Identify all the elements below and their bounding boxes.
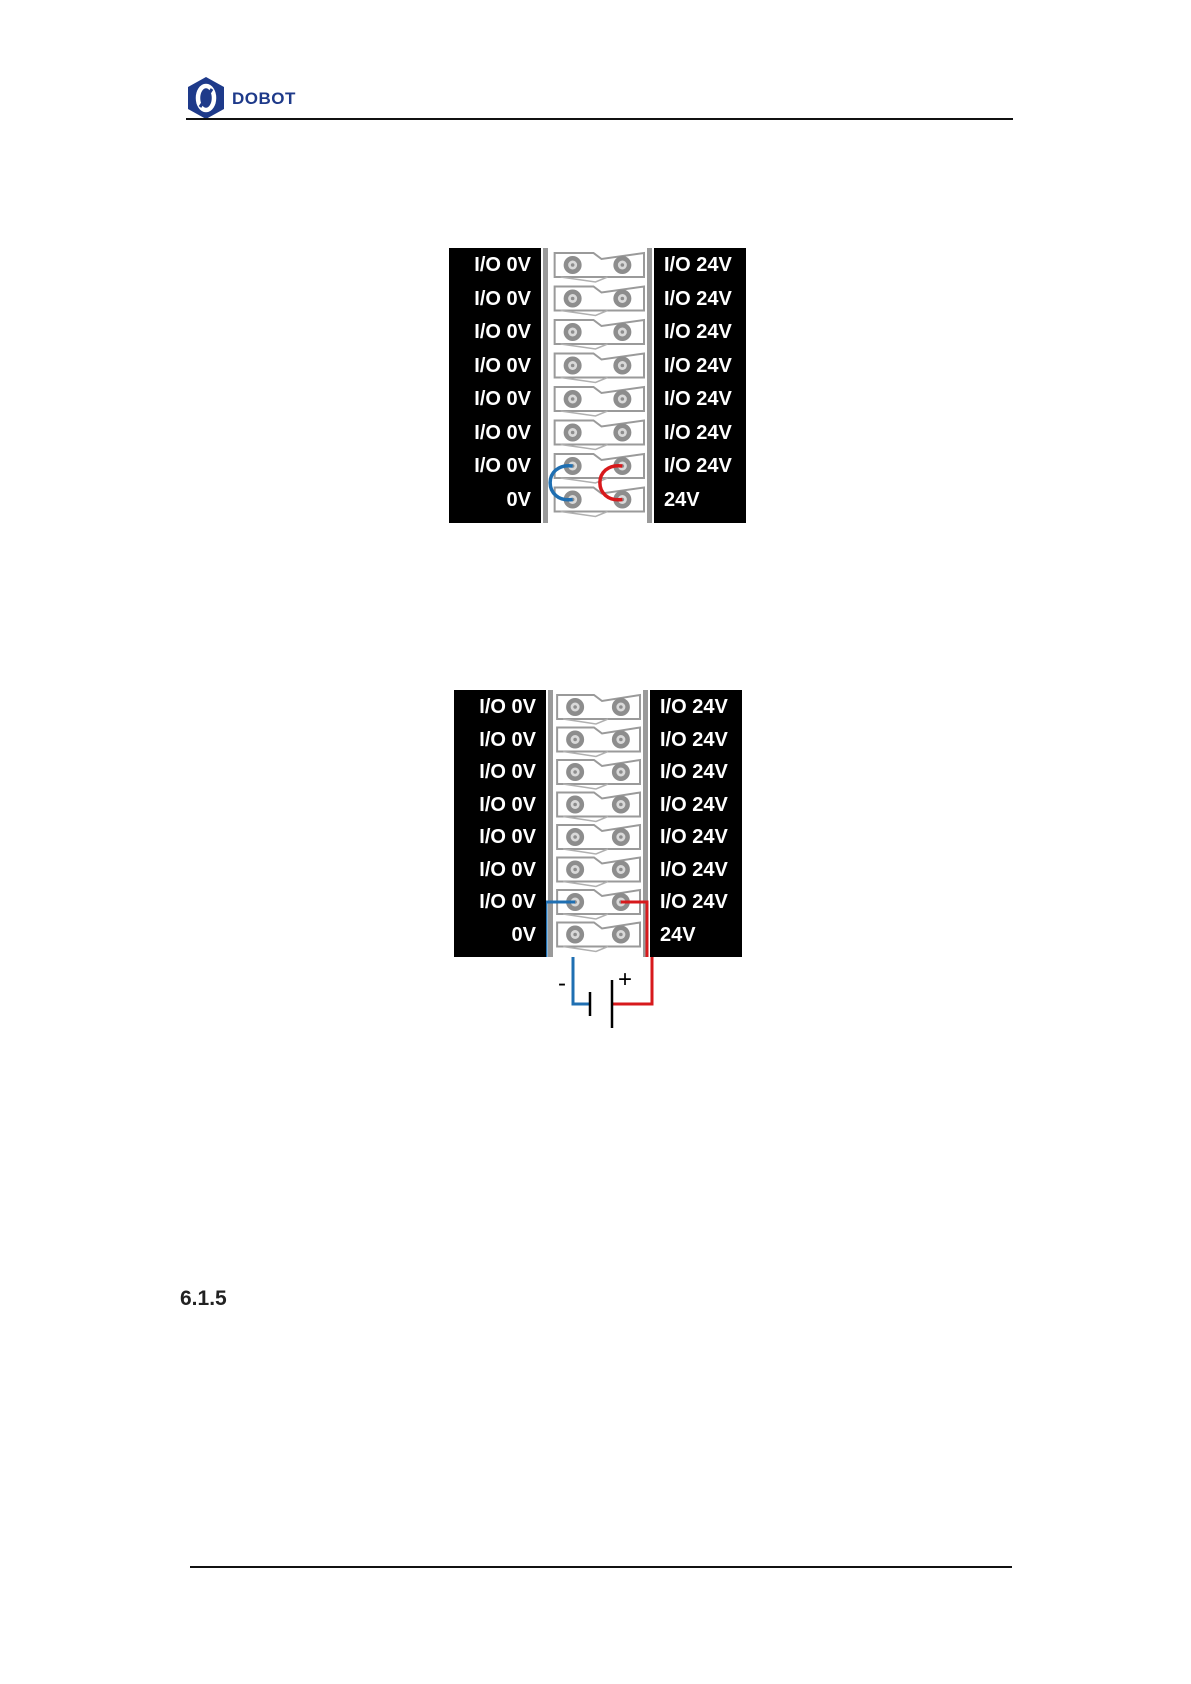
terminal-screw-pair: [557, 923, 640, 952]
terminal-label-right: I/O 24V: [664, 421, 732, 444]
section-number: 6.1.5: [180, 1287, 227, 1310]
page-header: [186, 76, 1013, 120]
terminal-label-right: I/O 24V: [660, 728, 728, 751]
terminal-label-left: I/O 0V: [479, 761, 536, 783]
terminal-screw-pair: [555, 287, 644, 316]
battery-symbol: [540, 957, 660, 1029]
terminal-label-left: I/O 0V: [479, 793, 536, 816]
right-label-column: [650, 690, 742, 957]
terminal-label-right: I/O 24V: [664, 388, 732, 410]
terminal-label-right: I/O 24V: [660, 858, 728, 881]
terminal-label-left: 0V: [506, 488, 531, 511]
terminal-label-right: I/O 24V: [664, 254, 732, 276]
terminal-label-left: I/O 0V: [474, 455, 531, 477]
logo-text: DOBOT: [232, 89, 296, 108]
terminal-label-left: I/O 0V: [474, 254, 531, 276]
terminal-screw-pair: [555, 320, 644, 349]
terminal-label-right: 24V: [660, 923, 696, 946]
terminal-label-right: I/O 24V: [660, 793, 728, 816]
terminal-label-right: I/O 24V: [660, 826, 728, 848]
terminal-block-figure-jumper: [449, 248, 746, 523]
terminal-label-left: I/O 0V: [479, 891, 536, 913]
header-divider: [186, 118, 1013, 120]
terminal-label-right: 24V: [664, 488, 700, 511]
terminal-label-left: I/O 0V: [474, 287, 531, 310]
terminal-screw-pair: [555, 421, 644, 450]
terminal-label-right: I/O 24V: [660, 696, 728, 718]
terminal-strip: [546, 690, 650, 957]
terminal-strip-graphic: [541, 248, 654, 523]
terminal-label-right: I/O 24V: [664, 287, 732, 310]
terminal-screw-pair: [557, 858, 640, 887]
terminal-screw-pair: [557, 825, 640, 854]
terminal-screw-pair: [555, 488, 644, 517]
terminal-screw-pair: [557, 890, 640, 919]
dobot-logo-icon: [186, 76, 226, 120]
terminal-screw-pair: [557, 695, 640, 724]
terminal-strip: [541, 248, 654, 523]
terminal-screw-pair: [555, 253, 644, 282]
terminal-label-right: I/O 24V: [664, 455, 732, 477]
terminal-label-right: I/O 24V: [664, 321, 732, 343]
left-label-column: [454, 690, 546, 957]
left-label-column: [449, 248, 541, 523]
terminal-screw-pair: [555, 354, 644, 383]
terminal-block-figure-external-supply: [454, 690, 742, 957]
terminal-label-right: I/O 24V: [660, 761, 728, 783]
right-label-column: [654, 248, 746, 523]
terminal-label-left: I/O 0V: [474, 321, 531, 343]
footer-divider: [190, 1566, 1012, 1568]
terminal-label-left: I/O 0V: [479, 858, 536, 881]
terminal-screw-pair: [557, 728, 640, 757]
terminal-screw-pair: [555, 387, 644, 416]
terminal-label-left: I/O 0V: [479, 826, 536, 848]
battery-plus-sign: +: [618, 966, 633, 993]
terminal-strip-graphic: [546, 690, 650, 957]
terminal-label-left: I/O 0V: [479, 728, 536, 751]
terminal-label-left: I/O 0V: [474, 354, 531, 377]
terminal-label-left: I/O 0V: [479, 696, 536, 718]
terminal-label-left: 0V: [511, 923, 536, 946]
battery-minus-sign: -: [558, 970, 566, 997]
terminal-label-left: I/O 0V: [474, 388, 531, 410]
terminal-screw-pair: [557, 793, 640, 822]
terminal-label-right: I/O 24V: [660, 891, 728, 913]
terminal-label-right: I/O 24V: [664, 354, 732, 377]
terminal-screw-pair: [557, 760, 640, 789]
terminal-label-left: I/O 0V: [474, 421, 531, 444]
